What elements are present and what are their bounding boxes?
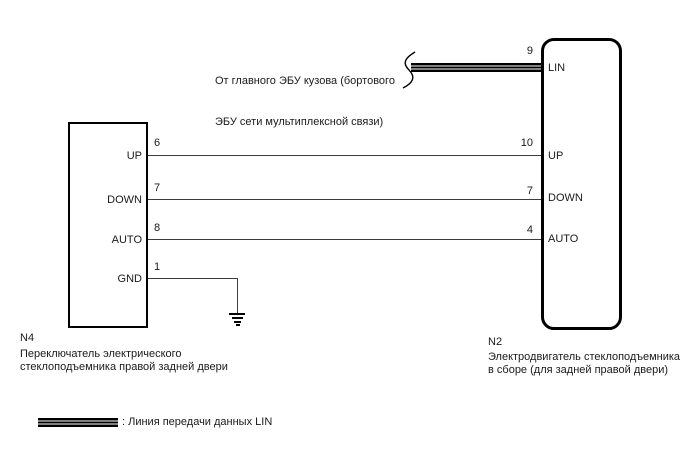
n4-pin-number-7: 7 <box>154 182 161 194</box>
n4-pin-label-gnd: GND <box>117 273 142 285</box>
lin-source-note <box>215 48 395 156</box>
n4-pin-number-6: 6 <box>154 137 161 149</box>
wire-up <box>148 155 541 156</box>
n2-pin-number-4: 4 <box>526 224 533 236</box>
n2-pin-number-10: 10 <box>520 137 533 149</box>
legend-lin-line-icon <box>38 418 118 427</box>
n4-pin-number-8: 8 <box>154 222 161 234</box>
n4-pin-number-1: 1 <box>154 261 161 273</box>
n4-pin-label-down: DOWN <box>107 194 142 206</box>
n4-desc-line1: Переключатель электрического <box>20 347 182 360</box>
n2-pin-label-lin: LIN <box>548 62 566 74</box>
n2-desc-line2: в сборе (для задней правой двери) <box>488 364 669 376</box>
lin-data-line <box>411 63 541 72</box>
n2-caption <box>488 336 680 378</box>
n2-pin-number-9: 9 <box>526 45 533 57</box>
n2-desc-line1: Электродвигатель стеклоподъемника <box>488 350 681 363</box>
n2-pin-label-down: DOWN <box>548 192 583 204</box>
wire-down <box>148 199 541 200</box>
line-break-icon <box>400 51 418 89</box>
legend-lin-line-label: : Линия передачи данных LIN <box>122 416 273 428</box>
wire-auto <box>148 239 541 240</box>
n2-pin-number-7: 7 <box>526 185 533 197</box>
n4-pin-label-up: UP <box>126 150 142 162</box>
component-box-n2 <box>541 38 622 330</box>
n2-code: N2 <box>488 336 503 348</box>
lin-source-note-line1: От главного ЭБУ кузова (бортового <box>215 75 395 87</box>
lin-source-note-line2: ЭБУ сети мультиплексной связи) <box>215 115 384 128</box>
wire-gnd-vertical <box>237 278 238 313</box>
n4-code: N4 <box>20 332 35 344</box>
n4-desc-line2: стеклоподъемника правой задней двери <box>20 361 228 373</box>
n4-caption <box>20 332 228 375</box>
wire-gnd-horizontal <box>148 278 238 279</box>
n2-pin-label-auto: AUTO <box>548 233 579 245</box>
n2-pin-label-up: UP <box>548 150 564 162</box>
n4-pin-label-auto: AUTO <box>111 234 142 246</box>
